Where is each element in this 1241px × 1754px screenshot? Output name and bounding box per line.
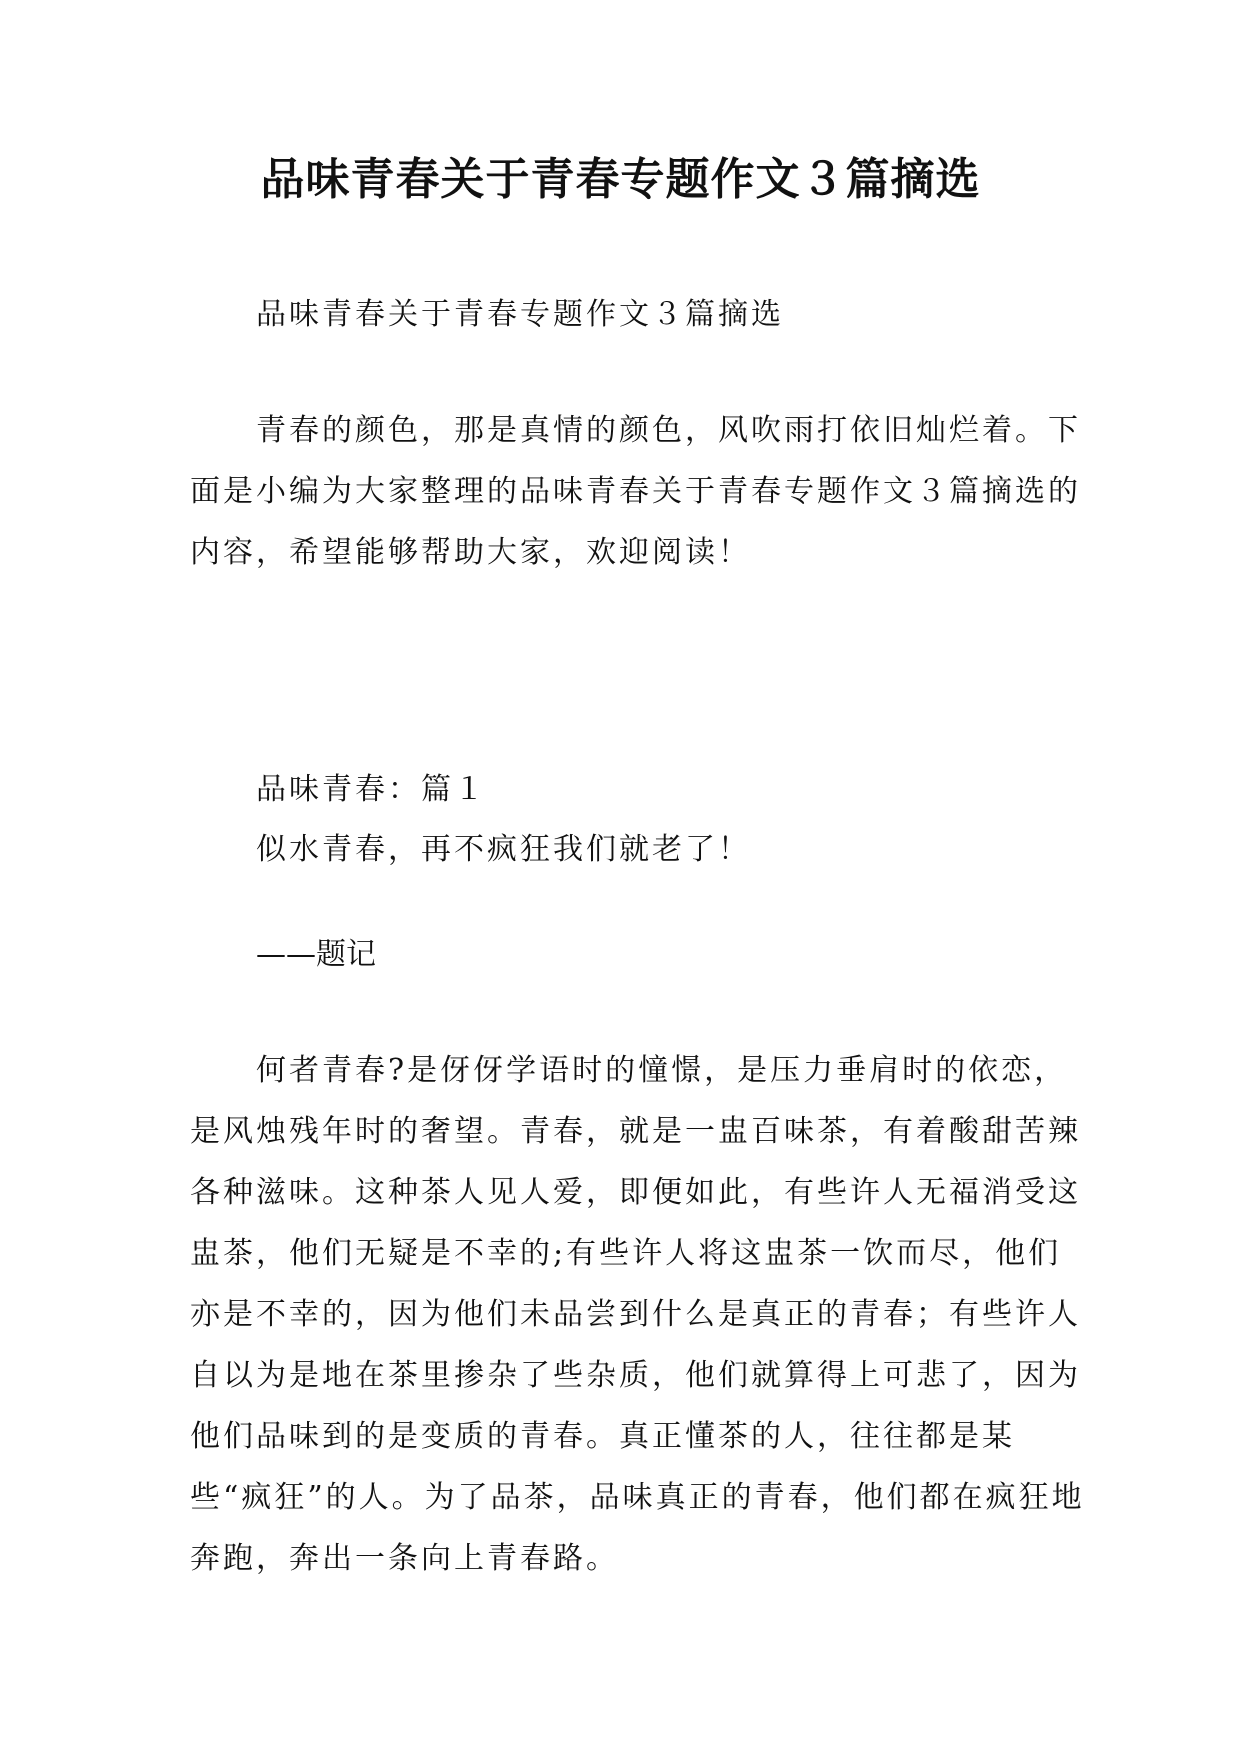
document-title: 品味青春关于青春专题作文３篇摘选 bbox=[260, 154, 981, 205]
body-text: 何者青春?是伢伢学语时的憧憬，是压力垂肩时的依恋，是风烛残年时的奢望。青春，就是一盅百味茶，有着酸甜苦辣各种滋味。这种茶人见人爱，即便如此，有些许人无福消受这盅茶，他们无疑是不幸的;有些许人将这盅茶一饮而尽，他们亦是不幸的，因为他们未品尝到什么是真正的青春；有些许人自以为是地在茶里掺杂了些杂质，他们就算得上可悲了，因为他们品味到的是变质的青春。真正懂茶的人，往往都是某些“疯狂”的人。为了品茶，品味真正的青春，他们都在疯狂地奔跑，奔出一条向上青春路。 bbox=[190, 1053, 1085, 1576]
section-heading: 品味青春：篇１ bbox=[256, 772, 487, 807]
section-quote: 似水青春，再不疯狂我们就老了！ bbox=[256, 832, 751, 867]
intro-paragraph bbox=[190, 400, 1090, 583]
body-paragraph bbox=[190, 1040, 1090, 1589]
document-subtitle: 品味青春关于青春专题作文３篇摘选 bbox=[256, 297, 784, 332]
intro-text: 青春的颜色，那是真情的颜色，风吹雨打依旧灿烂着。下面是小编为大家整理的品味青春关于青春专题作文３篇摘选的内容，希望能够帮助大家，欢迎阅读！ bbox=[190, 413, 1081, 570]
section-epigraph: ——题记 bbox=[256, 937, 376, 972]
